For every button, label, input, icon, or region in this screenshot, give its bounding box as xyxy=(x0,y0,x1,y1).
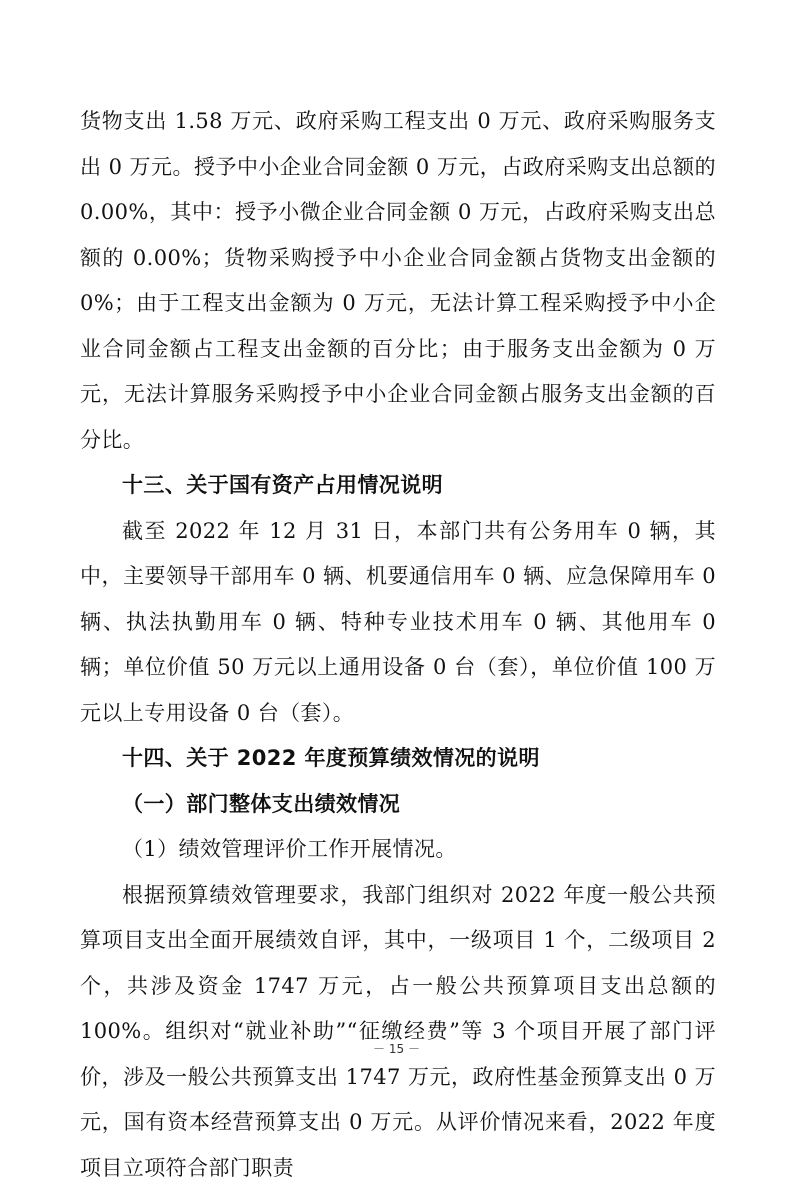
section-heading-14: 十四、关于 2022 年度预算绩效情况的说明 xyxy=(80,736,716,782)
procurement-paragraph: 货物支出 1.58 万元、政府采购工程支出 0 万元、政府采购服务支出 0 万元。授予中小企业合同金额 0 万元，占政府采购支出总额的 0.00%，其中：授予小微企业合同金额 0 万元，占政府采购支出总额的 0.00%；货物采购授予中小企业合同金额占货物支出金额的 0%；由于工程支出金额为 0 万元，无法计算工程采购授予中小企业合同金额占工程支出金额的百分比；由于服务支出金额为 0 万元，无法计算服务采购授予中小企业合同金额占服务支出金额的百分比。 xyxy=(80,99,716,463)
assets-paragraph: 截至 2022 年 12 月 31 日，本部门共有公务用车 0 辆，其中，主要领导干部用车 0 辆、机要通信用车 0 辆、应急保障用车 0 辆、执法执勤用车 0 辆、特种专业技术用车 0 辆、其他用车 0 辆；单位价值 50 万元以上通用设备 0 台（套），单位价值 100 万元以上专用设备 0 台（套）。 xyxy=(80,509,716,737)
subsection-heading-1: （一）部门整体支出绩效情况 xyxy=(80,782,716,828)
page-number: － 15 － xyxy=(0,1040,793,1057)
section-heading-13: 十三、关于国有资产占用情况说明 xyxy=(80,463,716,509)
performance-item-1: （1）绩效管理评价工作开展情况。 xyxy=(80,827,716,873)
performance-paragraph: 根据预算绩效管理要求，我部门组织对 2022 年度一般公共预算项目支出全面开展绩效自评，其中，一级项目 1 个，二级项目 2 个，共涉及资金 1747 万元，占一般公共预算项目支出总额的 100%。组织对“就业补助”“征缴经费”等 3 个项目开展了部门评价，涉及一般公共预算支出 1747 万元，政府性基金预算支出 0 万元，国有资本经营预算支出 0 万元。从评价情况来看，2022 年度项目立项符合部门职责 xyxy=(80,873,716,1191)
page-body xyxy=(80,99,716,1191)
